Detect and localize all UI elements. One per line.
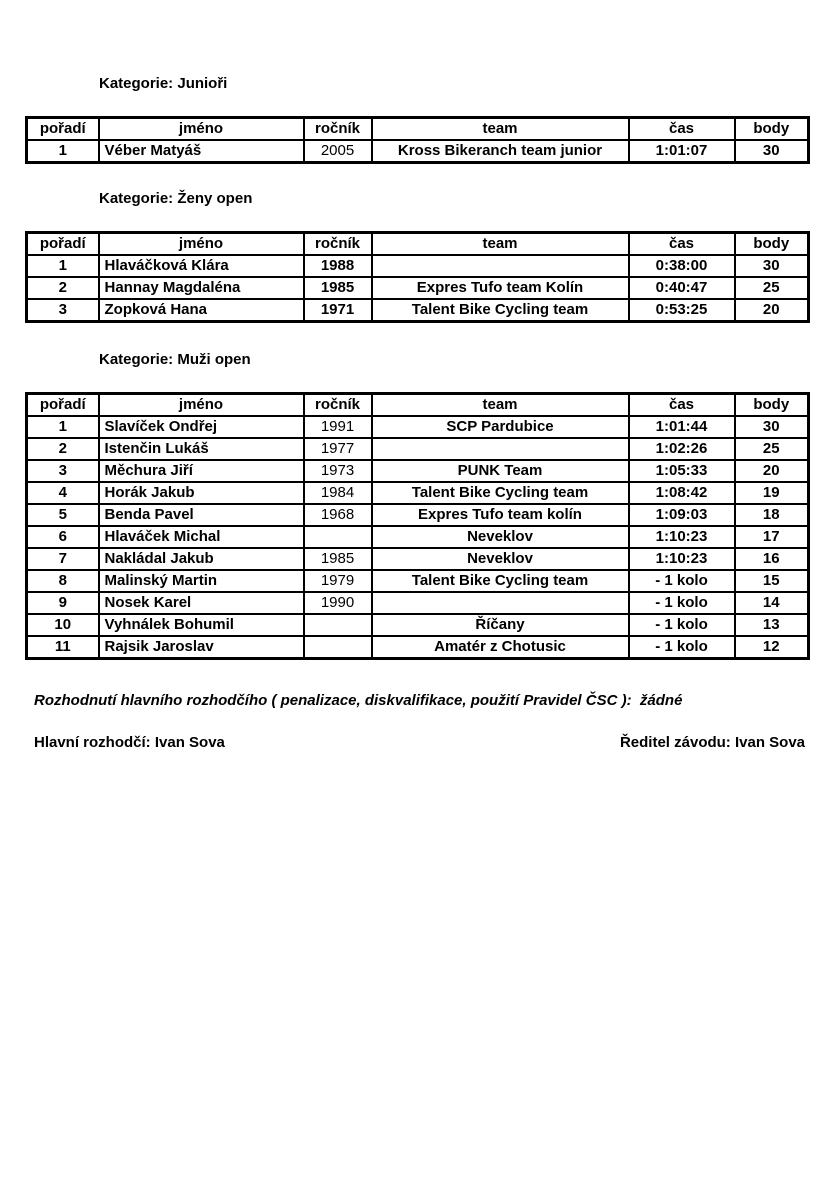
cell-cas: 0:53:25	[629, 299, 735, 322]
cell-body: 13	[735, 614, 809, 636]
cell-body: 20	[735, 460, 809, 482]
table-row	[27, 526, 809, 548]
cell-body: 25	[735, 277, 809, 299]
column-header-body: body	[735, 233, 809, 256]
cell-team: Expres Tufo team kolín	[372, 504, 629, 526]
cell-poradi: 3	[27, 299, 99, 322]
cell-cas: - 1 kolo	[629, 570, 735, 592]
cell-rocnik: 1991	[304, 416, 372, 438]
column-header-jmeno: jméno	[99, 394, 304, 417]
cell-rocnik: 2005	[304, 140, 372, 163]
cell-poradi: 9	[27, 592, 99, 614]
results-table	[25, 392, 810, 660]
cell-poradi: 1	[27, 140, 99, 163]
table-row	[27, 614, 809, 636]
column-header-team: team	[372, 118, 629, 141]
cell-rocnik	[304, 636, 372, 659]
cell-rocnik: 1973	[304, 460, 372, 482]
column-header-team: team	[372, 233, 629, 256]
cell-body: 30	[735, 140, 809, 163]
table-row	[27, 636, 809, 659]
cell-rocnik: 1990	[304, 592, 372, 614]
cell-rocnik: 1985	[304, 277, 372, 299]
cell-team: Amatér z Chotusic	[372, 636, 629, 659]
cell-jmeno: Rajsik Jaroslav	[99, 636, 304, 659]
cell-rocnik: 1977	[304, 438, 372, 460]
cell-cas: 1:05:33	[629, 460, 735, 482]
cell-jmeno: Benda Pavel	[99, 504, 304, 526]
cell-body: 20	[735, 299, 809, 322]
table-row	[27, 504, 809, 526]
cell-cas: 0:40:47	[629, 277, 735, 299]
column-header-body: body	[735, 394, 809, 417]
header-row	[27, 118, 809, 141]
column-header-cas: čas	[629, 233, 735, 256]
cell-jmeno: Istenčin Lukáš	[99, 438, 304, 460]
cell-poradi: 11	[27, 636, 99, 659]
race-director-label: Ředitel závodu: Ivan Sova	[619, 734, 805, 751]
cell-jmeno: Véber Matyáš	[99, 140, 304, 163]
cell-body: 16	[735, 548, 809, 570]
header-row	[27, 233, 809, 256]
results-table	[25, 116, 810, 164]
column-header-poradi: pořadí	[27, 394, 99, 417]
cell-jmeno: Hlaváčková Klára	[99, 255, 304, 277]
cell-jmeno: Malinský Martin	[99, 570, 304, 592]
column-header-rocnik: ročník	[304, 118, 372, 141]
cell-body: 12	[735, 636, 809, 659]
cell-cas: 1:09:03	[629, 504, 735, 526]
cell-jmeno: Nakládal Jakub	[99, 548, 304, 570]
cell-poradi: 1	[27, 255, 99, 277]
cell-team: Talent Bike Cycling team	[372, 482, 629, 504]
cell-rocnik	[304, 614, 372, 636]
table-row	[27, 460, 809, 482]
category-title: Kategorie: Junioři	[99, 75, 228, 92]
cell-rocnik: 1984	[304, 482, 372, 504]
cell-team	[372, 438, 629, 460]
category-section	[0, 352, 828, 660]
cell-poradi: 4	[27, 482, 99, 504]
cell-poradi: 8	[27, 570, 99, 592]
cell-rocnik: 1968	[304, 504, 372, 526]
category-section	[0, 191, 828, 323]
cell-team: Talent Bike Cycling team	[372, 570, 629, 592]
cell-cas: 1:08:42	[629, 482, 735, 504]
cell-team	[372, 255, 629, 277]
table-row	[27, 548, 809, 570]
cell-rocnik: 1988	[304, 255, 372, 277]
cell-body: 18	[735, 504, 809, 526]
cell-poradi: 5	[27, 504, 99, 526]
column-header-cas: čas	[629, 118, 735, 141]
table-row	[27, 299, 809, 322]
cell-team: Talent Bike Cycling team	[372, 299, 629, 322]
referee-decision-note: Rozhodnutí hlavního rozhodčího ( penalizace, diskvalifikace, použití Pravidel ČSC ): žádné	[34, 692, 683, 709]
cell-poradi: 3	[27, 460, 99, 482]
table-row	[27, 416, 809, 438]
header-row	[27, 394, 809, 417]
cell-cas: 0:38:00	[629, 255, 735, 277]
table-row	[27, 570, 809, 592]
table-row	[27, 438, 809, 460]
cell-jmeno: Hlaváček Michal	[99, 526, 304, 548]
table-row	[27, 592, 809, 614]
cell-jmeno: Slavíček Ondřej	[99, 416, 304, 438]
cell-jmeno: Vyhnálek Bohumil	[99, 614, 304, 636]
category-title: Kategorie: Ženy open	[99, 190, 253, 207]
cell-cas: 1:01:07	[629, 140, 735, 163]
cell-body: 30	[735, 416, 809, 438]
signature-row	[34, 734, 805, 751]
cell-cas: - 1 kolo	[629, 614, 735, 636]
cell-poradi: 6	[27, 526, 99, 548]
cell-poradi: 2	[27, 438, 99, 460]
cell-team: SCP Pardubice	[372, 416, 629, 438]
cell-team: Expres Tufo team Kolín	[372, 277, 629, 299]
cell-cas: - 1 kolo	[629, 592, 735, 614]
cell-rocnik: 1979	[304, 570, 372, 592]
cell-jmeno: Hannay Magdaléna	[99, 277, 304, 299]
cell-body: 30	[735, 255, 809, 277]
cell-team: Říčany	[372, 614, 629, 636]
cell-team: PUNK Team	[372, 460, 629, 482]
cell-rocnik: 1985	[304, 548, 372, 570]
table-row	[27, 255, 809, 277]
cell-poradi: 2	[27, 277, 99, 299]
cell-body: 17	[735, 526, 809, 548]
column-header-cas: čas	[629, 394, 735, 417]
results-table	[25, 231, 810, 323]
cell-poradi: 10	[27, 614, 99, 636]
column-header-rocnik: ročník	[304, 233, 372, 256]
cell-cas: 1:01:44	[629, 416, 735, 438]
category-title: Kategorie: Muži open	[99, 351, 251, 368]
cell-rocnik	[304, 526, 372, 548]
cell-team: Kross Bikeranch team junior	[372, 140, 629, 163]
column-header-poradi: pořadí	[27, 118, 99, 141]
table-row	[27, 140, 809, 163]
cell-team: Neveklov	[372, 526, 629, 548]
cell-body: 14	[735, 592, 809, 614]
cell-poradi: 7	[27, 548, 99, 570]
cell-team	[372, 592, 629, 614]
cell-cas: 1:10:23	[629, 526, 735, 548]
cell-body: 25	[735, 438, 809, 460]
category-section	[0, 76, 828, 164]
column-header-rocnik: ročník	[304, 394, 372, 417]
cell-cas: - 1 kolo	[629, 636, 735, 659]
cell-body: 15	[735, 570, 809, 592]
cell-jmeno: Zopková Hana	[99, 299, 304, 322]
cell-jmeno: Nosek Karel	[99, 592, 304, 614]
column-header-team: team	[372, 394, 629, 417]
cell-team: Neveklov	[372, 548, 629, 570]
cell-rocnik: 1971	[304, 299, 372, 322]
column-header-poradi: pořadí	[27, 233, 99, 256]
column-header-body: body	[735, 118, 809, 141]
table-row	[27, 482, 809, 504]
column-header-jmeno: jméno	[99, 233, 304, 256]
cell-cas: 1:10:23	[629, 548, 735, 570]
chief-referee-label: Hlavní rozhodčí: Ivan Sova	[34, 734, 225, 751]
cell-poradi: 1	[27, 416, 99, 438]
cell-jmeno: Měchura Jiří	[99, 460, 304, 482]
cell-body: 19	[735, 482, 809, 504]
column-header-jmeno: jméno	[99, 118, 304, 141]
table-row	[27, 277, 809, 299]
cell-jmeno: Horák Jakub	[99, 482, 304, 504]
cell-cas: 1:02:26	[629, 438, 735, 460]
